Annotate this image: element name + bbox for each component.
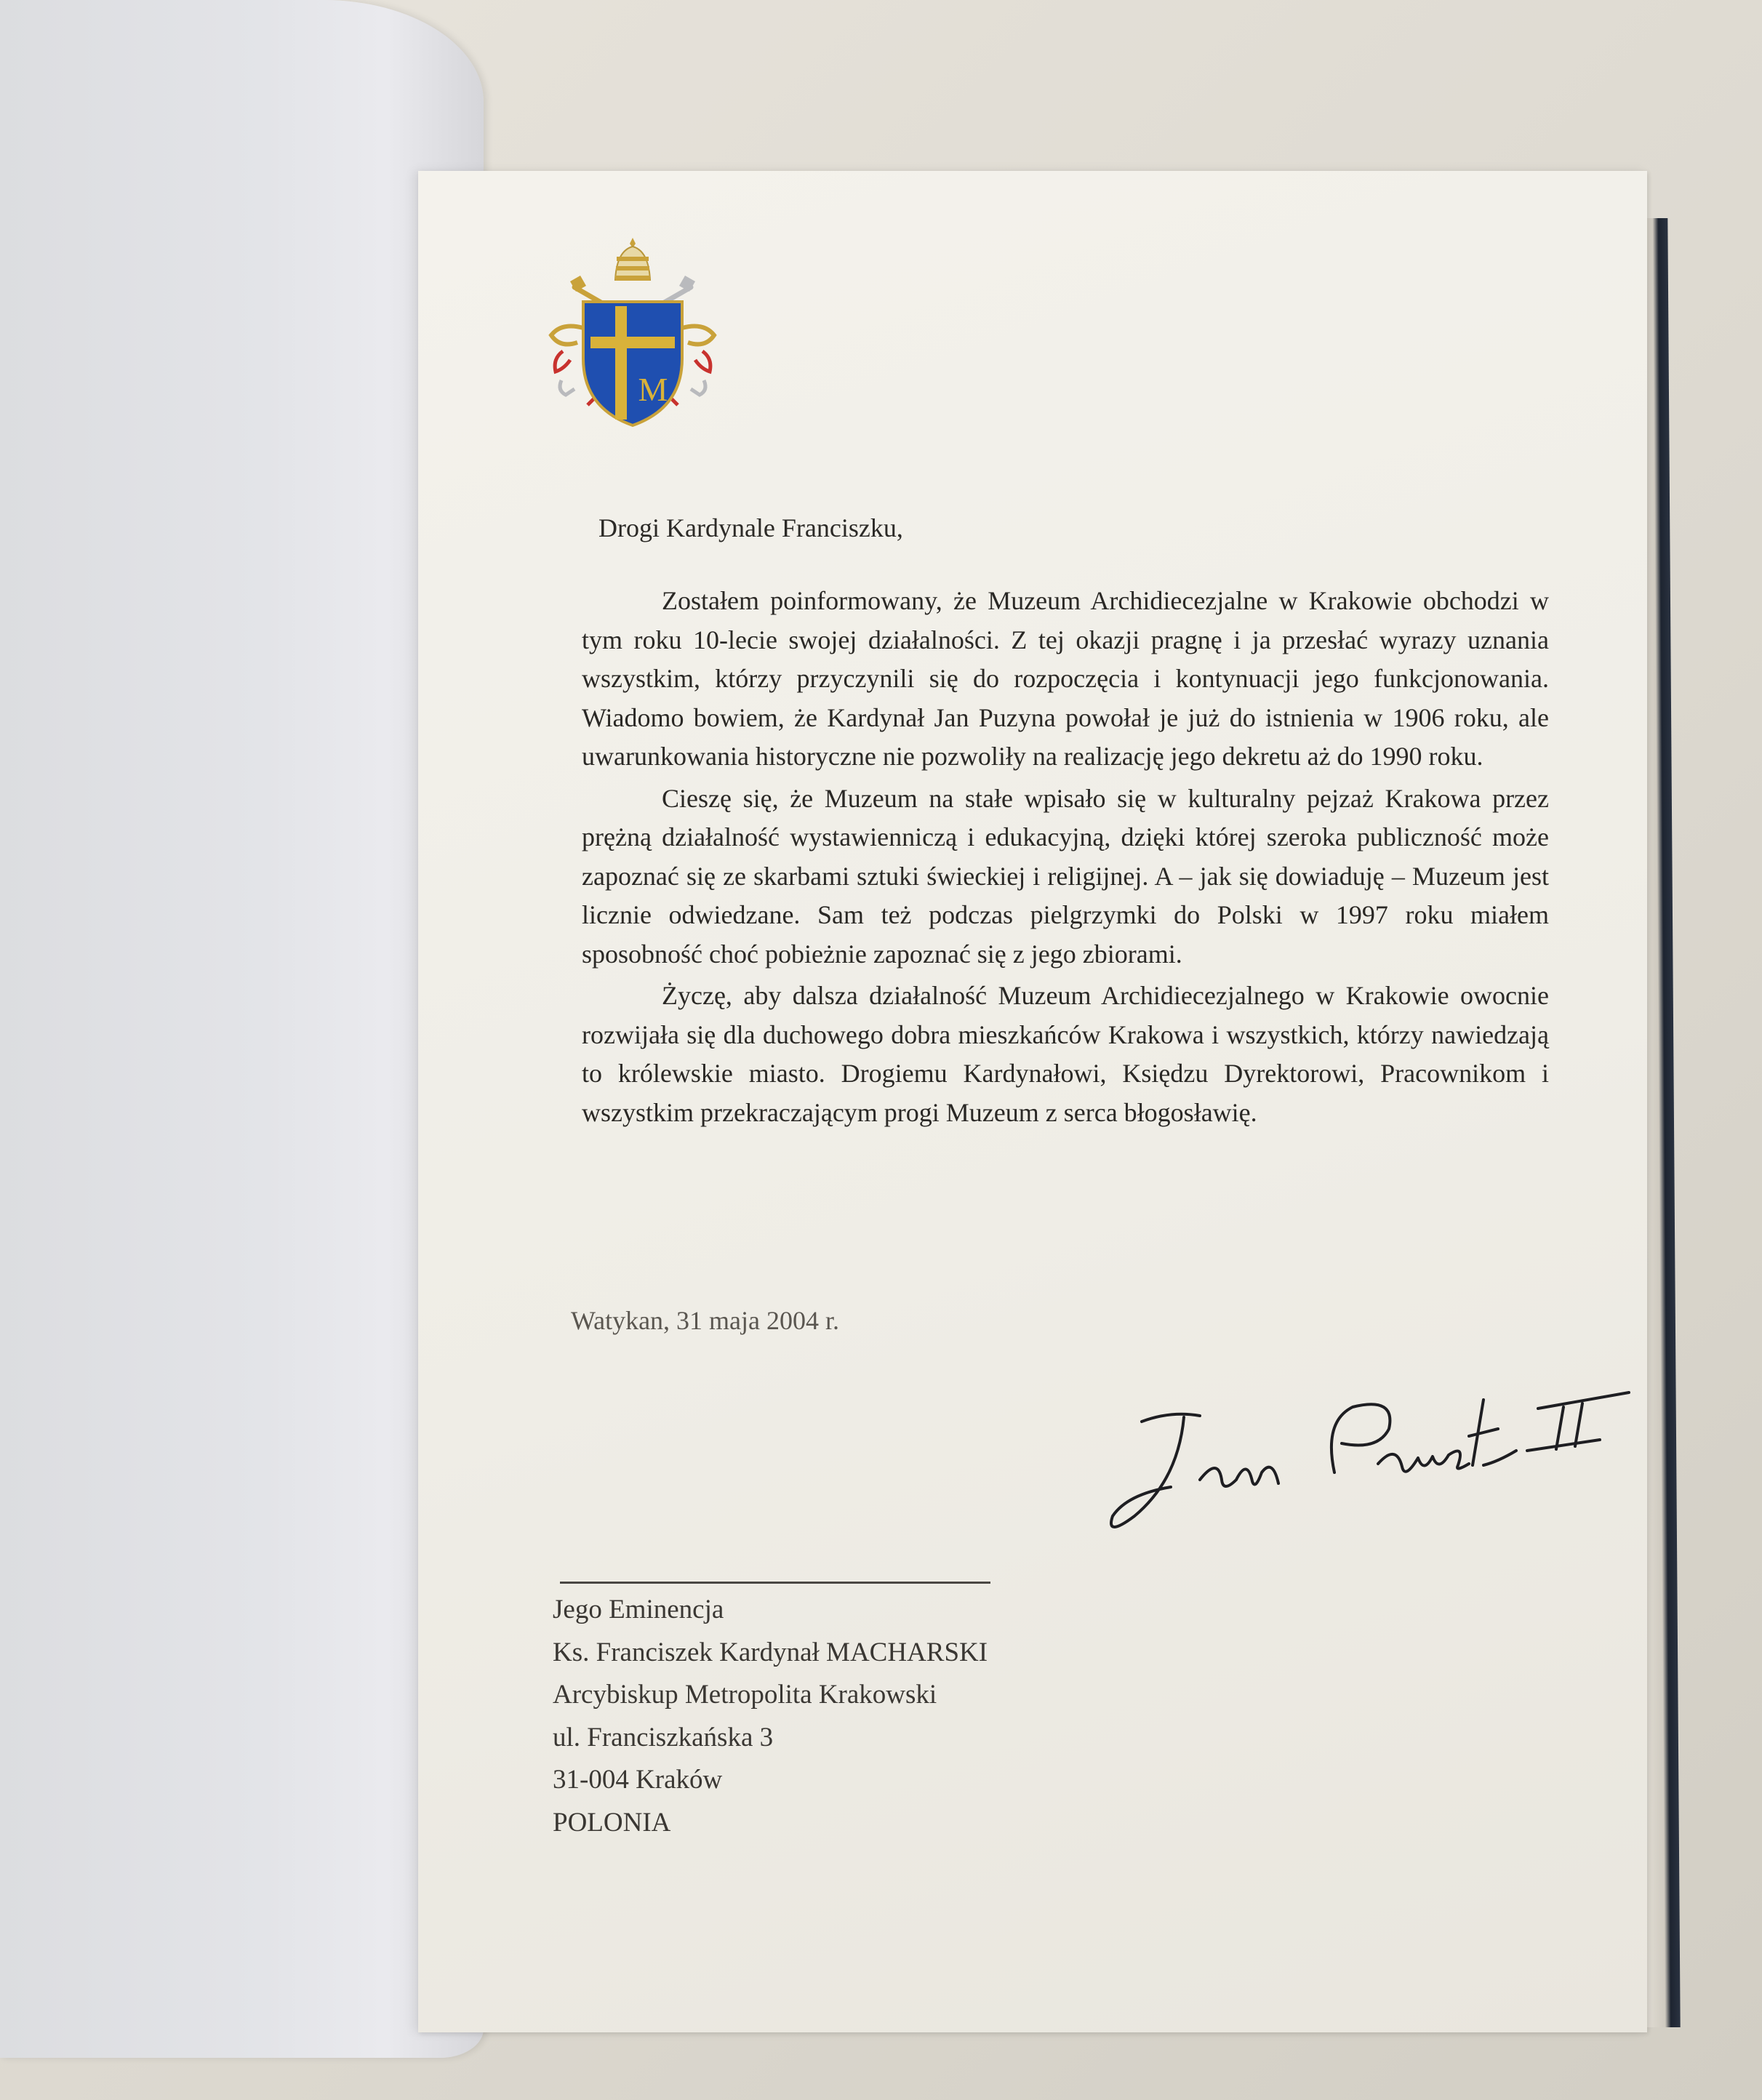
address-line-4: ul. Franciszkańska 3 [553, 1722, 774, 1752]
address-line-2: Ks. Franciszek Kardynał MACHARSKI [553, 1637, 988, 1667]
letter-paragraph-1: Zostałem poinformowany, że Muzeum Archidiecezjalne w Krakowie obchodzi w tym roku 10-lecie swojej działalności. Z tej okazji pragnę i ja przesłać wyrazy uznania wszystkim, którzy przyczynili się do rozpoczęcia i kontynuacji jego funkcjonowania. Wiadomo bowiem, że Kardynał Jan Puzyna powołał je już do istnienia w 1906 roku, ale uwarunkowania historyczne nie pozwoliły na realizację jego dekretu aż do 1990 roku. [582, 586, 1549, 771]
address-line-1: Jego Eminencja [553, 1595, 724, 1624]
tiara-icon [615, 238, 650, 281]
letter-paragraph-3: Życzę, aby dalsza działalność Muzeum Archidiecezjalnego w Krakowie owocnie rozwijała się dla duchowego dobra mieszkańców Krakowa i wszystkich, którzy nawiedzają to królewskie miasto. Drogiemu Kardynałowi, Księdzu Dyrektorowi, Pracownikom i wszystkim przekraczającym progi Muzeum z serca błogosławię. [582, 981, 1549, 1127]
letter-body [582, 582, 1549, 1132]
letter-paragraph-2: Cieszę się, że Muzeum na stałe wpisało się w kulturalny pejzaż Krakowa przez prężną działalność wystawienniczą i edukacyjną, dzięki której szeroka publiczność może zapoznać się ze skarbami sztuki świeckiej i religijnej. A – jak się dowiaduję – Muzeum jest licznie odwiedzane. Sam też podczas pielgrzymki do Polski w 1997 roku miałem sposobność choć pobieżnie zapoznać się z jego zbiorami. [582, 783, 1549, 969]
letter-greeting: Drogi Kardynale Franciszku, [598, 513, 903, 542]
address-line-6: POLONIA [553, 1807, 671, 1838]
signature-divider [560, 1582, 990, 1584]
address-line-5: 31-004 Kraków [553, 1765, 723, 1795]
recipient-address [553, 1589, 988, 1844]
letter-dateline: Watykan, 31 maja 2004 r. [571, 1306, 840, 1335]
address-line-3: Arcybiskup Metropolita Krakowski [553, 1680, 937, 1710]
letter-page [418, 171, 1647, 2032]
left-page [0, 0, 484, 2058]
handwritten-signature [1091, 1371, 1643, 1552]
svg-text:M: M [638, 371, 668, 408]
shield-icon [583, 302, 682, 425]
papal-coat-of-arms-icon [545, 235, 720, 431]
